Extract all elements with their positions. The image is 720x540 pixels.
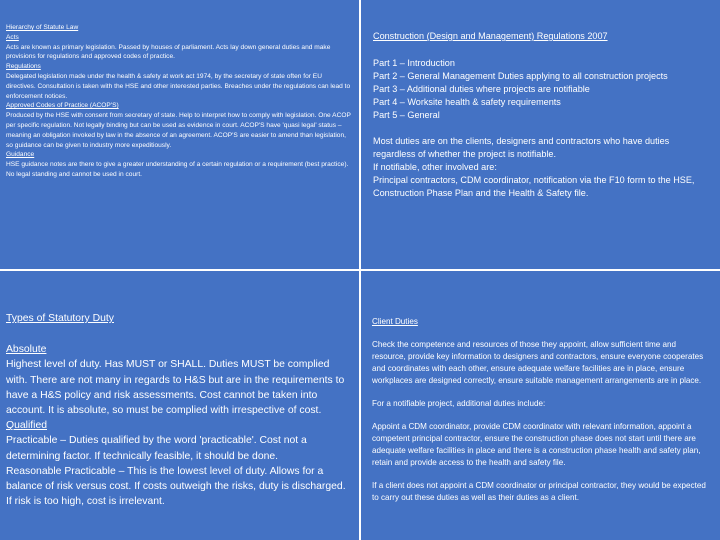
- panel-heading: Hierarchy of Statute Law: [6, 24, 79, 31]
- additional-duties-paragraph: Appoint a CDM coordinator, provide CDM coordinator with relevant information, appoint a competent principal contractor, ensure the construction phase does not start until there are adequate welfare facilities in place and there is a construction phase health and safety plan, retain and provide access to the health and safety file.: [372, 422, 701, 467]
- panel-title: Construction (Design and Management) Regulations 2007: [373, 31, 608, 41]
- additional-duties-intro: For a notifiable project, additional duties include:: [372, 399, 546, 408]
- notifiable-paragraph: If notifiable, other involved are:: [373, 162, 497, 172]
- guidance-text: HSE guidance notes are there to give a greater understanding of a certain regulation or a requirement (best practice). No legal standing and cannot be used in court.: [6, 161, 349, 178]
- panel-cdm-regulations: [361, 0, 720, 269]
- part-item: Part 5 – General: [373, 110, 440, 120]
- absolute-heading: Absolute: [6, 344, 47, 356]
- acts-text: Acts are known as primary legislation. Passed by houses of parliament. Acts lay down general duties and make provisions for regulations and approved codes of practice.: [6, 43, 331, 61]
- regulations-heading: Regulations: [6, 63, 41, 71]
- regulations-text: Delegated legislation made under the health & safety at work act 1974, by the secretary of state often for EU directives. Consultation is taken with the HSE and other interested parties. Breaches under the regulations can lead to enforcement notices.: [6, 72, 351, 100]
- panel-title: Client Duties: [372, 317, 418, 326]
- acts-heading: Acts: [6, 33, 19, 41]
- part-item: Part 1 – Introduction: [373, 58, 455, 68]
- part-item: Part 3 – Additional duties where projects are notifiable: [373, 84, 590, 94]
- client-duties-paragraph: Check the competence and resources of those they appoint, allow sufficient time and resource, provide key information to designers and contractors, ensure everyone cooperates and coordinates with each other, ensure adequate welfare facilities are in place, ensure workplaces are designed correctly, ensure suitable management arrangements are in place.: [372, 340, 704, 385]
- reasonable-practicable-text: Reasonable Practicable – This is the lowest level of duty. Allows for a balance of risk versus cost. If costs outweigh the risks, duty is discharged. If risk is too high, cost is irrelevant.: [6, 465, 346, 508]
- guidance-heading: Guidance: [6, 151, 35, 159]
- duties-paragraph: Most duties are on the clients, designers and contractors who have duties regardless of whether the project is notifiable.: [373, 136, 670, 159]
- part-item: Part 4 – Worksite health & safety requirements: [373, 97, 561, 107]
- no-appointment-paragraph: If a client does not appoint a CDM coordinator or principal contractor, they would be expected to carry out these duties as well as their duties as a client.: [372, 481, 706, 502]
- involved-paragraph: Principal contractors, CDM coordinator, notification via the F10 form to the HSE, Construction Phase Plan and the Health & Safety file.: [373, 175, 695, 198]
- panel-statute-hierarchy: [0, 0, 359, 269]
- acop-heading: Approved Codes of Practice (ACOP'S): [6, 102, 119, 110]
- absolute-text: Highest level of duty. Has MUST or SHALL. Duties MUST be complied with. There are not many in regards to H&S but are in the requirements to have a H&S policy and risk assessments. Cost cannot be taken into account. It is absolute, so must be complied with irrespective of cost.: [6, 359, 345, 417]
- practicable-text: Practicable – Duties qualified by the word 'practicable'. Cost not a determining factor. If technically feasible, it should be done.: [6, 435, 307, 462]
- part-item: Part 2 – General Management Duties applying to all construction projects: [373, 71, 668, 81]
- panel-statutory-duty: [0, 271, 359, 540]
- panel-client-duties: [361, 271, 720, 540]
- qualified-heading: Qualified: [6, 420, 48, 432]
- panel-title: Types of Statutory Duty: [6, 313, 114, 324]
- acop-text: Produced by the HSE with consent from secretary of state. Help to interpret how to comply with legislation. One ACOP per specific regulation. Not legally binding but can be used as evidence in court. ACOP'S have 'quasi legal' status – meaning an obligation invoked by law in the absence of an agreement. ACOP'S are easier to amend than legislation, so guidance can be given to industry more expeditiously.: [6, 112, 351, 149]
